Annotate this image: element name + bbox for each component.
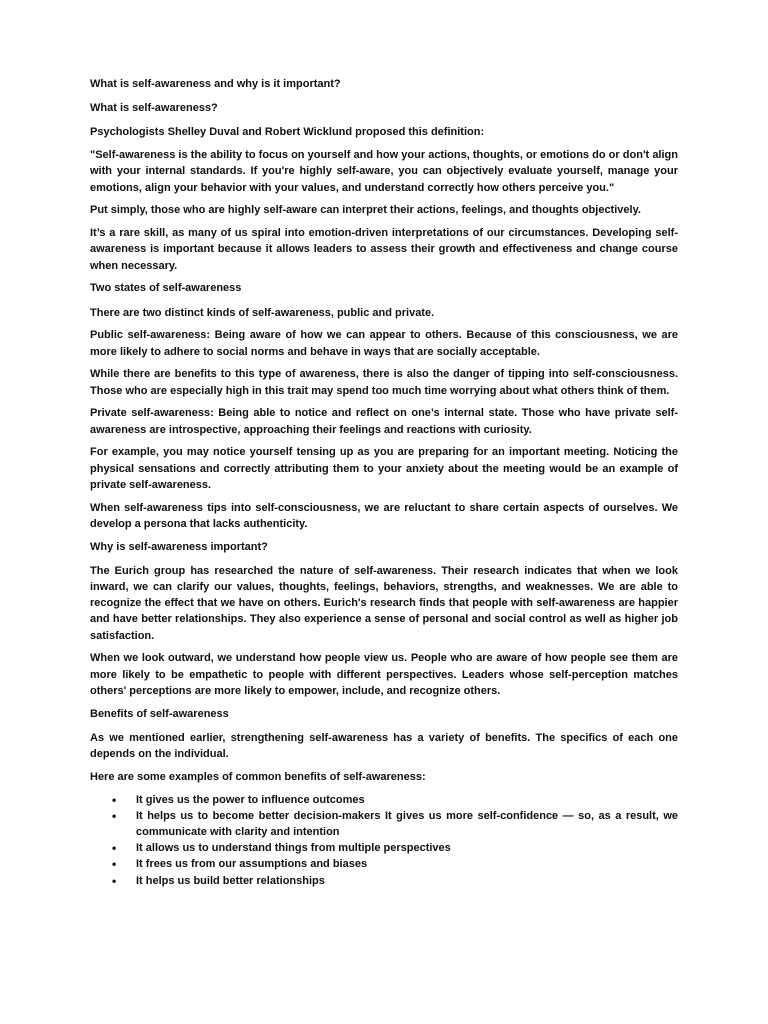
paragraph-examples-intro: Here are some examples of common benefits of self-awareness: bbox=[90, 770, 426, 783]
list-item-text: It helps us build better relationships bbox=[136, 874, 325, 887]
document-page bbox=[90, 76, 678, 889]
list-item bbox=[90, 873, 678, 889]
paragraph-private: Private self-awareness: Being able to notice and reflect on one’s internal state. Those who have private self-awareness are introspective, approaching their feelings and reactions with curiosity. bbox=[90, 407, 678, 436]
bullet-icon: • bbox=[112, 873, 117, 888]
paragraph-eurich: The Eurich group has researched the nature of self-awareness. Their research indicates that when we look inward, we can clarify our values, thoughts, feelings, behaviors, strengths, and weaknesses. We are able to recognize the effect that we have on others. Eurich's research finds that people with self-awareness are happier and have better relationships. They also experience a sense of personal and social control as well as higher job satisfaction. bbox=[90, 564, 678, 642]
section-heading-benefits: Benefits of self-awareness bbox=[90, 707, 229, 720]
bullet-icon: • bbox=[112, 841, 117, 856]
paragraph-benefits-type: While there are benefits to this type of awareness, there is also the danger of tipping into self-consciousness. Those who are especially high in this trait may spend too much time worrying about what others think of them. bbox=[90, 368, 678, 397]
list-item-text: It allows us to understand things from multiple perspectives bbox=[136, 842, 451, 855]
paragraph-mentioned: As we mentioned earlier, strengthening self-awareness has a variety of benefits. The specifics of each one depends on the individual. bbox=[90, 731, 678, 761]
list-item bbox=[90, 840, 678, 856]
paragraph-simply: Put simply, those who are highly self-aware can interpret their actions, feelings, and thoughts objectively. bbox=[90, 204, 641, 217]
list-item-text: It frees us from our assumptions and biases bbox=[136, 858, 368, 871]
list-item-text: It helps us to become better decision-makers It gives us more self-confidence — so, as a result, we communicate with clarity and intention bbox=[136, 809, 678, 839]
paragraph-intro: Psychologists Shelley Duval and Robert Wicklund proposed this definition: bbox=[90, 126, 485, 139]
section-heading-why-important: Why is self-awareness important? bbox=[90, 540, 268, 553]
list-item bbox=[90, 808, 678, 840]
benefits-list bbox=[90, 792, 678, 889]
paragraph-two-kinds: There are two distinct kinds of self-awareness, public and private. bbox=[90, 306, 435, 319]
bullet-icon: • bbox=[112, 792, 117, 807]
section-heading-what-is: What is self-awareness? bbox=[90, 102, 218, 115]
paragraph-tips: When self-awareness tips into self-consciousness, we are reluctant to share certain aspects of ourselves. We develop a persona that lacks authenticity. bbox=[90, 501, 678, 530]
paragraph-outward: When we look outward, we understand how people view us. People who are aware of how people see them are more likely to be empathetic to people with different perspectives. Leaders whose self-perception matches others' perceptions are more likely to empower, include, and recognize others. bbox=[90, 652, 678, 697]
section-heading-two-states: Two states of self-awareness bbox=[90, 282, 242, 295]
document-title: What is self-awareness and why is it important? bbox=[90, 78, 341, 90]
paragraph-public: Public self-awareness: Being aware of how we can appear to others. Because of this consciousness, we are more likely to adhere to social norms and behave in ways that are socially acceptable. bbox=[90, 329, 678, 358]
list-item bbox=[90, 856, 678, 872]
paragraph-quote: "Self-awareness is the ability to focus on yourself and how your actions, thoughts, or emotions do or don't align with your internal standards. If you're highly self-aware, you can objectively evaluate yourself, manage your emotions, align your behavior with your values, and understand correctly how others perceive you." bbox=[90, 149, 678, 194]
paragraph-example: For example, you may notice yourself tensing up as you are preparing for an important meeting. Noticing the physical sensations and correctly attributing them to your anxiety about the meeting would be an example of private self-awareness. bbox=[90, 446, 678, 491]
bullet-icon: • bbox=[112, 857, 117, 872]
paragraph-rare-skill: It’s a rare skill, as many of us spiral into emotion-driven interpretations of our circumstances. Developing self-awareness is important because it allows leaders to assess their growth and effectiveness and change course when necessary. bbox=[90, 227, 678, 272]
list-item bbox=[90, 792, 678, 808]
bullet-icon: • bbox=[112, 808, 117, 823]
list-item-text: It gives us the power to influence outcomes bbox=[136, 793, 365, 806]
